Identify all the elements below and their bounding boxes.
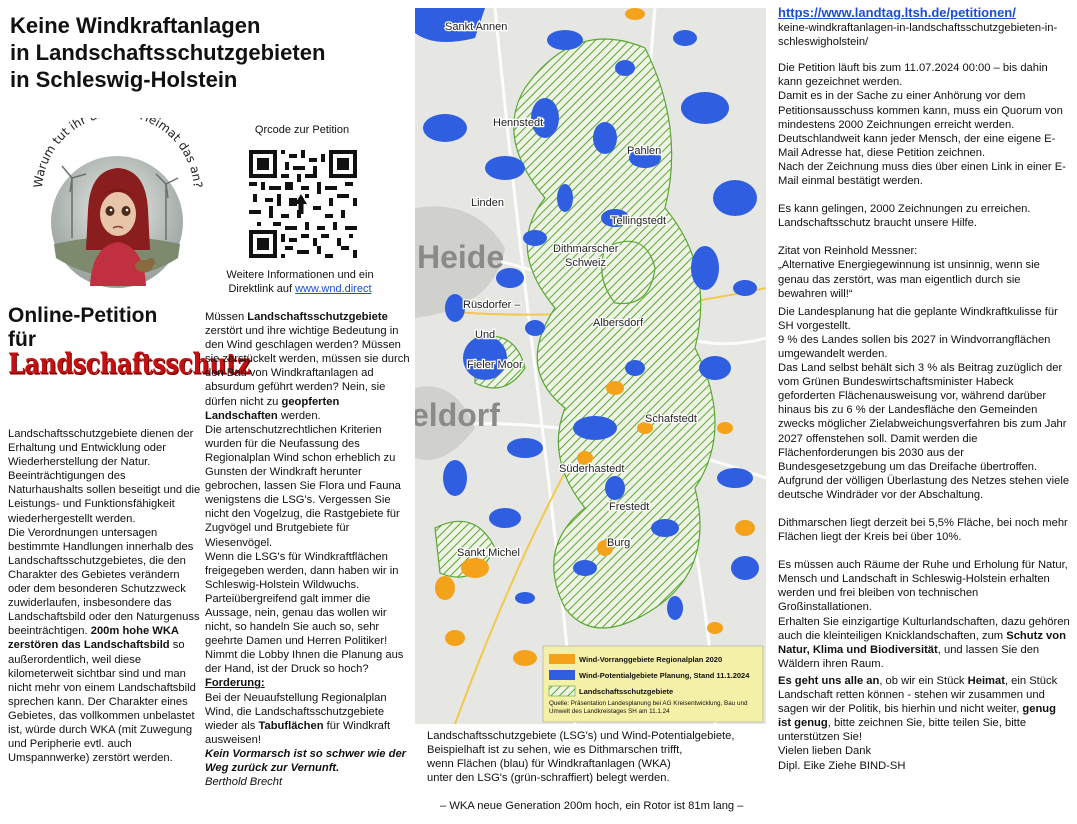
map-caption: Landschaftsschutzgebiete (LSG's) und Wind-Potentialgebiete, Beispielhaft ist zu sehen, wie es Dithmarschen trifft, wenn Flächen (blau) für Windkraftanlagen (WKA) unter den LSG's (grün-schraffiert) belegt werden.	[427, 730, 735, 784]
map-caption-wka: – WKA neue Generation 200m hoch, ein Rotor ist 81m lang –	[440, 800, 744, 812]
right-p4: Nach der Zeichnung muss dies über einen Link in einer E-Mail einmal bestätigt werden.	[778, 160, 1066, 188]
petition-url-path: keine-windkraftanlagen-in-landschaftsschutzgebieten-in-schleswigholstein/	[778, 22, 1058, 49]
map-label-heide: Heide	[417, 239, 505, 275]
title-line-1: Keine Windkraftanlagen	[10, 13, 261, 38]
right-p2: Damit es in der Sache zu einer Anhörung vor dem Petitionsausschuss kommen kann, muss ein Quorum von mindestens 2000 Zeichnungen erreicht werden.	[778, 90, 1063, 131]
wnd-direct-link[interactable]: www.wnd.direct	[295, 283, 372, 295]
emblem-illustration	[28, 118, 206, 290]
messner-intro: Zitat von Reinhold Messner:	[778, 245, 918, 258]
middle-paragraph-3: Wenn die LSG's für Windkraftflächen freigegeben werden, dann haben wir in Schleswig-Holstein Wildwuchs. Parteiübergreifend galt immer die Aussage, nein, genau das wollen wir nicht, so handeln Sie auch so, sehr geehrte Damen und Herren Politiker! Nimmt die Lobby Ihnen die Planung aus der Hand, ist der Druck so hoch?	[205, 550, 404, 676]
left-paragraph-1: Landschaftsschutzgebiete dienen der Erhaltung und Entwicklung oder Wiederherstellung der Natur. Beeinträchtigungen des Naturhaushalts sollen beseitigt und die Leistungs- und Funktionsfähigkeit wiederhergestellt werden.	[8, 428, 201, 525]
legend-source: Quelle: Präsentation Landesplanung bei AG Kreisentwicklung, Bau und Umwelt des Landkreistages SH am 11.1.24	[549, 700, 748, 715]
right-p12: Erhalten Sie einzigartige Kulturlandschaften, dazu gehören auch die kleinteiligen Knicklandschaften, zum Schutz von Natur, Klima und Biodiversität, und lassen Sie den Wäldern ihren Raum.	[778, 615, 1070, 670]
right-p11: Es müssen auch Räume der Ruhe und Erholung für Natur, Mensch und Landschaft in Schleswig-Holstein erhalten werden und frei bleiben von technischen Großinstallationen.	[778, 559, 1068, 614]
signature: Dipl. Eike Ziehe BIND-SH	[778, 759, 906, 772]
map-label-fieler-moor: Fieler Moor	[467, 359, 523, 371]
page-title	[10, 12, 400, 93]
brecht-author: Berthold Brecht	[205, 776, 283, 789]
petition-heading-landschaftsschutz: Landschaftsschutz	[8, 346, 250, 381]
petition-url-link[interactable]: https://www.landtag.ltsh.de/petitionen/	[778, 5, 1016, 20]
petition-heading-line-1: Online-Petition	[8, 304, 158, 327]
left-column-text	[8, 427, 201, 765]
petition-heading	[8, 304, 250, 381]
map-label-und: Und	[475, 329, 496, 341]
map-label-ruesdorfer: Rüsdorfer –	[463, 299, 521, 311]
map-label-sankt-michel: Sankt Michel	[457, 547, 520, 559]
qr-code[interactable]	[249, 150, 357, 258]
right-p7: 9 % des Landes sollen bis 2027 in Windvorrangflächen umgewandelt werden.	[778, 333, 1051, 360]
qr-info	[210, 268, 390, 296]
middle-column-text	[205, 310, 413, 789]
map-label-sankt-annen: Sankt Annen	[445, 21, 508, 33]
emblem-arc-text: Warum tut ihr eimat das an?	[30, 118, 205, 189]
map-label-tellingstedt: Tellingstedt	[611, 215, 667, 227]
legend-orange: Wind-Vorranggebiete Regionalplan 2020	[579, 655, 723, 664]
right-p1: Die Petition läuft bis zum 11.07.2024 00:00 – bis dahin kann gezeichnet werden.	[778, 62, 1048, 89]
demand-heading: Forderung:	[205, 677, 265, 690]
dithmarschen-map	[415, 8, 766, 724]
right-p5: Es kann gelingen, 2000 Zeichnungen zu erreichen. Landschaftsschutz braucht unsere Hilfe.	[778, 203, 1031, 230]
right-p13: Es geht uns alle an, ob wir ein Stück Heimat, ein Stück Landschaft retten können - stehen wir zusammen und sagen wir der Politik, bis hierhin und nicht weiter, genug ist genug, bitte zeichnen Sie, bitte teilen Sie, bitte unterstützen Sie!	[778, 674, 1058, 744]
middle-paragraph-4: Bei der Neuaufstellung Regionalplan Wind, die Landschaftsschutzgebiete wieder als Tabuflächen für Windkraft ausweisen!	[205, 691, 391, 746]
right-p9: Aufgrund der völligen Überlastung des Netzes stehen viele deutsche Windräder vor der Abschaltung.	[778, 474, 1070, 501]
qr-label: Qrcode zur Petition	[254, 124, 350, 136]
right-p8: Das Land selbst behält sich 3 % als Beitrag zuzüglich der vom Grünen Bundeswirtschaftsminister Habeck geforderten Flächenausweisung vor, während darüber hinaus bis zu 6 % der Landesfläche den Gemeinden zwecks möglicher Zielabweichungsverfahren bis zum Jahr 2027 offenstehen soll. Damit werden die Flächenforderungen bis 2030 aus der Bundesgesetzgebung um das Dreifache übertroffen.	[778, 362, 1067, 473]
map-label-albersdorf: Albersdorf	[593, 317, 644, 329]
map-label-hennstedt: Hennstedt	[493, 117, 544, 129]
closing-thanks: Vielen lieben Dank	[778, 745, 872, 758]
title-line-2: in Landschaftsschutzgebieten	[10, 40, 326, 65]
map-label-schafstedt: Schafstedt	[645, 413, 697, 425]
map-label-frestedt: Frestedt	[609, 501, 650, 513]
map-label-schweiz: Schweiz	[565, 257, 606, 269]
map-label-burg: Burg	[607, 537, 631, 549]
map-label-pahlen: Pahlen	[627, 145, 662, 157]
map-label-linden: Linden	[471, 197, 505, 209]
left-paragraph-2: Die Verordnungen untersagen bestimmte Handlungen innerhalb des Landschaftsschutzgebietes, die den Charakter des Gebietes verändern oder dem besonderen Schutzzweck zuwiderlaufen, insbesondere das Landschaftsbild oder den Naturgenuss beeinträchtigen. 200m hohe WKA zerstören das Landschaftsbild so außerordentlich, weil diese kilometerweit sichtbar sind und man nicht mehr von einem Landschaftsbild sprechen kann. Der Charakter eines Gebietes, das vollkommen unbelastet ist, würde durch WKA (mit Zuwegung und Peripherie evtl. auch Umspannwerke) zerstört werden.	[8, 526, 200, 765]
map-label-eldorf: eldorf	[415, 397, 500, 433]
messner-quote: „Alternative Energiegewinnung ist unsinnig, wenn sie genau das zerstört, was man eigentlich durch sie bewahren will!“	[778, 259, 1040, 300]
title-line-3: in Schleswig-Holstein	[10, 67, 238, 92]
middle-paragraph-2: Die artenschutzrechtlichen Kriterien wurden für die Neufassung des Regionalplan Wind schon erheblich zu Gunsten der Windkraft herunter gebrochen, lassen Sie Flora und Fauna wenigstens die LSG's. Vergessen Sie nicht den Vogelzug, die Rastgebiete für Zugvögel und Brutgebiete für Wiesenvögel.	[205, 423, 401, 549]
map-legend	[543, 646, 763, 722]
right-p3: Deutschlandweit kann jeder Mensch, der eine eigene E-Mail Adresse hat, diese Petition zeichnen.	[778, 132, 1056, 159]
legend-green: Landschaftsschutzgebiete	[579, 687, 674, 696]
qr-info-text: Weitere Informationen und ein Direktlink auf	[226, 269, 374, 295]
brecht-quote: Kein Vormarsch ist so schwer wie der Weg zurück zur Vernunft.	[205, 747, 407, 774]
map-label-suederhastedt: Süderhastedt	[559, 463, 625, 475]
right-p6: Die Landesplanung hat die geplante Windkraftkulisse für SH vorgestellt.	[778, 305, 1058, 332]
legend-blue: Wind-Potentialgebiete Planung, Stand 11.1.2024	[579, 671, 750, 680]
right-column-text	[778, 6, 1070, 773]
right-p10: Dithmarschen liegt derzeit bei 5,5% Fläche, bei noch mehr Flächen liegt der Kreis bei über 10%.	[778, 517, 1068, 544]
petition-heading-line-2: für	[8, 328, 36, 351]
map-label-dithmarscher: Dithmarscher	[553, 243, 619, 255]
middle-paragraph-1: Müssen Landschaftsschutzgebiete zerstört und ihre wichtige Bedeutung in den Wind geschlagen werden? Müssen sie zerstückelt werden, müssen sie durch den Bau von Windkraftanlagen ad absurdum geführt werden? Nein, sie dürfen nicht zu geopferten Landschaften werden.	[205, 311, 410, 422]
